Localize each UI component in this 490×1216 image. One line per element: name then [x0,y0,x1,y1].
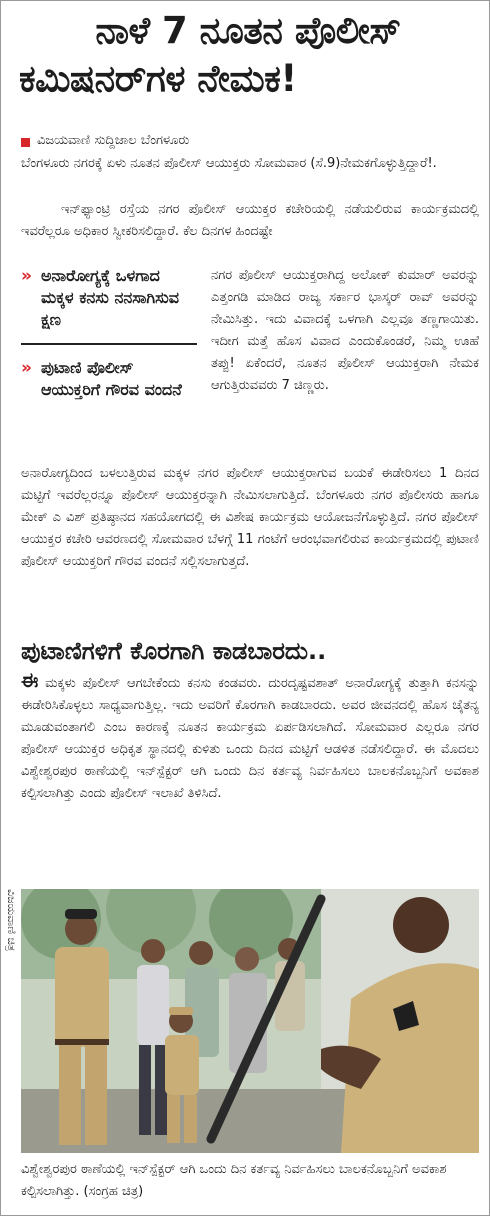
paragraph-controversy: ನಗರ ಪೊಲೀಸ್ ಆಯುಕ್ತರಾಗಿದ್ದ ಅಲೋಕ್ ಕುಮಾರ್ ಅವರನ್ನು ಎತ್ತಂಗಡಿ ಮಾಡಿದ ರಾಜ್ಯ ಸರ್ಕಾರ ಭಾಸ್ಕರ್ ರಾವ್ ಅವರನ್ನು ನೇಮಿಸಿತ್ತು. ಇದು ವಿವಾದಕ್ಕೆ ಒಳಗಾಗಿ ಎಲ್ಲವೂ ತಣ್ಣಗಾಯಿತು. ಇದೀಗ ಮತ್ತೆ ಹೊಸ ವಿವಾದ ಎಂದುಕೊಂಡರೆ, ನಿಮ್ಮ ಊಹೆ ತಪ್ಪು! ಏಕೆಂದರೆ, ನೂತನ ಪೊಲೀಸ್ ಆಯುಕ್ತರಾಗಿ ನೇಮಕ ಆಗುತ್ತಿರುವವರು 7 ಚಿಣ್ಣರು. [211,268,479,393]
news-photo [21,889,479,1153]
photo-caption: ವಿಶ್ವೇಶ್ವರಪುರ ಠಾಣೆಯಲ್ಲಿ ಇನ್‌ಸ್ಪೆಕ್ಟರ್ ಆಗಿ ಒಂದು ದಿನ ಕರ್ತವ್ಯ ನಿರ್ವಹಿಸಲು ಬಾಲಕನೊಬ್ಬನಿಗೆ ಅವಕಾಶ ಕಲ್ಪಿಸಲಾಗಿತ್ತು. (ಸಂಗ್ರಹ ಚಿತ್ರ) [21,1162,447,1199]
subheading: ಪುಟಾಣಿಗಳಿಗೆ ಕೊರಗಾಗಿ ಕಾಡಬಾರದು.. [21,637,327,665]
paragraph-dreams-text: ಮಕ್ಕಳು ಪೊಲೀಸ್ ಆಗಬೇಕೆಂದು ಕನಸು ಕಂಡವರು. ದುರದೃಷ್ಟವಶಾತ್ ಅನಾರೋಗ್ಯಕ್ಕೆ ತುತ್ತಾಗಿ ಕನಸನ್ನು ಈಡೇರಿಸಿಕೊಳ್ಳಲು ಸಾಧ್ಯವಾಗುತ್ತಿಲ್ಲ. ಇದು ಅವರಿಗೆ ಕೊರಗಾಗಿ ಕಾಡಬಾರದು. ಅವರ ಜೀವನದಲ್ಲಿ ಹೊಸ ಚೈತನ್ಯ ಮೂಡುವಂತಾಗಲಿ ಎಂಬ ಕಾರಣಕ್ಕೆ ನೂತನ ಕಾರ್ಯಕ್ರಮ ಏರ್ಪಡಿಸಲಾಗಿದೆ. ಸೋಮವಾರ ಎಲ್ಲರೂ ನಗರ ಪೊಲೀಸ್ ಆಯುಕ್ತರ ಅಧಿಕೃತ ಸ್ಥಾನದಲ್ಲಿ ಕುಳಿತು ಒಂದು ದಿನದ ಮಟ್ಟಿಗೆ ಆಡಳಿತ ನಡೆಸಲಿದ್ದಾರೆ. ಈ ಮೊದಲು ವಿಶ್ವೇಶ್ವರಪುರ ಠಾಣೆಯಲ್ಲಿ ಇನ್‌ಸ್ಪೆಕ್ಟರ್ ಆಗಿ ಒಂದು ದಿನ ಕರ್ತವ್ಯ ನಿರ್ವಹಿಸಲು ಬಾಲಕನೊಬ್ಬನಿಗೆ ಅವಕಾಶ ಕಲ್ಪಿಸಲಾಗಿತ್ತು ಎಂದು ಪೊಲೀಸ್ ಇಲಾಖೆ ತಿಳಿಸಿದೆ. [21,676,479,801]
credit-square-icon [21,138,30,147]
headline-line-2: ಕಮಿಷನರ್‌ಗಳ ನೇಮಕ! [19,57,297,100]
paragraph-intro: ಬೆಂಗಳೂರು ನಗರಕ್ಕೆ ಏಳು ನೂತನ ಪೊಲೀಸ್ ಆಯುಕ್ತರು ಸೋಮವಾರ (ಸೆ.9)ನೇಮಕಗೊಳ್ಳುತ್ತಿದ್ದಾರೆ!. [21,156,437,171]
bullet-arrow-icon: » [21,266,32,286]
news-credit: ವಿಜಯವಾಣಿ ಸುದ್ದಿಜಾಲ ಬೆಂಗಳೂರು [37,133,190,148]
paragraph-event-text: ಅನಾರೋಗ್ಯದಿಂದ ಬಳಲುತ್ತಿರುವ ಮಕ್ಕಳ ನಗರ ಪೊಲೀಸ್ ಆಯುಕ್ತರಾಗುವ ಬಯಕೆ ಈಡೇರಿಸಲು 1 ದಿನದ ಮಟ್ಟಿಗೆ ಇವರೆಲ್ಲರನ್ನೂ ಪೊಲೀಸ್ ಆಯುಕ್ತರನ್ನಾಗಿ ನೇಮಿಸಲಾಗುತ್ತಿದೆ. ಬೆಂಗಳೂರು ನಗರ ಪೊಲೀಸರು ಹಾಗೂ ಮೇಕ್ ಎ ವಿಶ್ ಪ್ರತಿಷ್ಠಾನದ ಸಹಯೋಗದಲ್ಲಿ ಈ ವಿಶೇಷ ಕಾರ್ಯಕ್ರಮ ಆಯೋಜನೆಗೊಳ್ಳುತ್ತಿದೆ. ನಗರ ಪೊಲೀಸ್ ಆಯುಕ್ತರ ಕಚೇರಿ ಆವರಣದಲ್ಲಿ ಸೋಮವಾರ ಬೆಳಗ್ಗೆ 11 ಗಂಟೆಗೆ ಆರಂಭವಾಗಲಿರುವ ಕಾರ್ಯಕ್ರಮದಲ್ಲಿ ಪುಟಾಣಿ ಪೊಲೀಸ್ ಆಯುಕ್ತರಿಗೆ ಗೌರವ ವಂದನೆ ಸಲ್ಲಿಸಲಾಗುತ್ತದೆ. [21,466,479,569]
highlight-item [21,265,197,345]
highlight-item [21,357,197,401]
headline-line-1: ನಾಳೆ 7 ನೂತನ ಪೊಲೀಸ್ [95,9,401,52]
highlight-text: ಪುಟಾಣಿ ಪೊಲೀಸ್ ಆಯುಕ್ತರಿಗೆ ಗೌರವ ವಂದನೆ [41,358,182,399]
photo-credit [1,889,21,1153]
highlights-sidebar [21,265,197,401]
highlight-text: ಅನಾರೋಗ್ಯಕ್ಕೆ ಒಳಗಾದ ಮಕ್ಕಳ ಕನಸು ನನಸಾಗಿಸುವ ಕ್ಷಣ [41,266,179,329]
paragraph-event [21,463,479,573]
bullet-arrow-icon: » [21,358,32,378]
photo-illustration [21,889,479,1153]
photo-credit-text: ವಿಜಯವಾಣಿ ಚಿತ್ರ [5,889,18,952]
headline [15,7,481,103]
paragraph-dreams [21,669,479,805]
paragraph-venue: ಇನ್‌ಫ್ಯಾಂಟ್ರಿ ರಸ್ತೆಯ ನಗರ ಪೊಲೀಸ್ ಆಯುಕ್ತರ ಕಚೇರಿಯಲ್ಲಿ ನಡೆಯಲಿರುವ ಕಾರ್ಯಕ್ರಮದಲ್ಲಿ ಇವರೆಲ್ಲರೂ ಅಧಿಕಾರ ಸ್ವೀಕರಿಸಲಿದ್ದಾರೆ. ಕೆಲ ದಿನಗಳ ಹಿಂದಷ್ಟೇ [21,202,479,239]
drop-cap: ಈ [21,668,39,692]
